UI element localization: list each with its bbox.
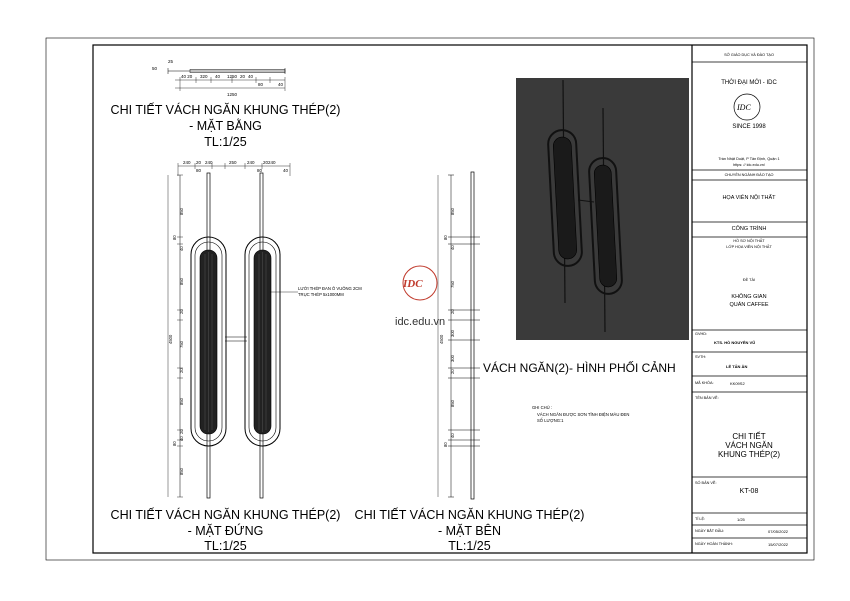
side-dim-750: 750 — [450, 281, 455, 288]
tb-drawing-2: VÁCH NGĂN — [725, 441, 773, 450]
tb-drawing-3: KHUNG THÉP(2) — [717, 450, 781, 459]
plan-view — [168, 68, 285, 91]
side-title-line2: - MẶT BÊN — [438, 524, 501, 538]
front-left-dim-40b: 40 — [179, 436, 184, 441]
tb-end: 15/07/2022 — [768, 542, 789, 547]
svg-text:IDC: IDC — [403, 278, 423, 290]
tb-department: SỞ GIÁO DỤC VÀ ĐÀO TẠO — [724, 53, 774, 57]
plan-scale: TL:1/25 — [204, 135, 247, 149]
front-left-dim-750: 750 — [179, 341, 184, 348]
front-top-dim-240b: 240 — [205, 160, 213, 165]
front-left-dim-20b: 20 — [179, 368, 184, 373]
tb-address: Trần Nhật Duật, P Tân Định, Quận 1 — [718, 157, 780, 161]
plan-dim-40-20: 40 20 — [181, 74, 193, 79]
tb-topic-1: KHÔNG GIAN — [731, 294, 767, 300]
note-2: SỐ LƯỢNG:1 — [537, 418, 564, 423]
plan-dim-20: 20 — [240, 74, 246, 79]
tb-start: 07/05/2022 — [768, 529, 789, 534]
tb-drawing-1: CHI TIẾT — [732, 432, 766, 441]
tb-project-2: LỚP HỌA VIÊN NỘI THẤT — [726, 245, 772, 249]
plan-dim-40: 40 — [215, 74, 221, 79]
front-title-line2: - MẶT ĐỨNG — [187, 524, 264, 538]
plan-dim-50: 50 — [152, 66, 158, 71]
side-scale: TL:1/25 — [448, 539, 491, 553]
tb-scale: 1/25 — [737, 517, 745, 522]
tb-since: SINCE 1998 — [732, 124, 766, 130]
front-left-dim-850c: 850 — [179, 398, 184, 405]
title-block — [694, 45, 806, 553]
side-dim-300a: 300 — [450, 330, 455, 337]
side-dim-40b: 40 — [450, 433, 455, 438]
tb-svth: LÊ TẤN ÂN — [726, 364, 748, 369]
plan-title-line1: CHI TIẾT VÁCH NGĂN KHUNG THÉP(2) — [110, 103, 341, 117]
tb-major-label: CHUYÊN NGÀNH ĐÀO TẠO — [724, 173, 774, 177]
tb-drawing-label: TÊN BẢN VẼ: — [695, 396, 719, 400]
side-dim-850a: 850 — [450, 208, 455, 215]
tb-course: KK09S2 — [730, 381, 745, 386]
front-left-dim-80a: 80 — [172, 235, 177, 240]
side-dim-80a: 80 — [443, 235, 448, 240]
front-left-dim-850a: 850 — [179, 208, 184, 215]
tb-topic-2: QUÁN CAFFEE — [729, 302, 769, 308]
tb-scale-label: TỈ LỆ: — [695, 517, 706, 521]
tb-project-label: CÔNG TRÌNH — [731, 226, 767, 232]
watermark-text: idc.edu.vn — [395, 316, 446, 328]
perspective-render — [516, 78, 689, 340]
front-left-dim-850d: 850 — [179, 468, 184, 475]
tb-project-1: HỒ SƠ NỘI THẤT — [733, 239, 765, 243]
plan-dimension-labels — [152, 59, 284, 97]
tb-end-label: NGÀY HOÀN THÀNH: — [695, 542, 733, 546]
side-dim-300b: 300 — [450, 355, 455, 362]
side-title-line1: CHI TIẾT VÁCH NGĂN KHUNG THÉP(2) — [354, 508, 585, 522]
perspective-title: VÁCH NGĂN(2)- HÌNH PHỐI CẢNH — [483, 361, 676, 375]
svg-text:IDC: IDC — [737, 103, 751, 112]
note-1: VÁCH NGĂN ĐƯỢC SƠN TĨNH ĐIỆN MÀU ĐEN — [537, 412, 630, 417]
plan-dim-1250b: 1250 — [227, 92, 238, 97]
plan-title-line2: - MẶT BẰNG — [189, 119, 262, 133]
front-scale: TL:1/25 — [204, 539, 247, 553]
front-left-dim-80b: 80 — [172, 441, 177, 446]
front-top-dim-240c: 240 — [247, 160, 255, 165]
front-top-dim-80b: 80 — [257, 168, 263, 173]
front-elevation — [168, 163, 298, 498]
side-dim-total: 4500 — [439, 334, 444, 344]
side-dim-40a: 40 — [450, 245, 455, 250]
tb-start-label: NGÀY BẮT ĐẦU: — [695, 529, 725, 533]
side-dim-80b: 80 — [443, 442, 448, 447]
front-top-dim-20b: 20 — [263, 160, 269, 165]
front-left-dim-40a: 40 — [179, 246, 184, 251]
plan-dim-40c: 40 — [278, 82, 284, 87]
front-top-dim-40: 40 — [283, 168, 289, 173]
tb-sheet: KT-08 — [739, 488, 759, 495]
front-top-dim-80a: 80 — [196, 168, 202, 173]
front-left-dim-20c: 20 — [179, 429, 184, 434]
front-left-dim-850b: 850 — [179, 278, 184, 285]
tb-gvhd: KTS. HỒ NGUYÊN VŨ — [714, 340, 756, 345]
tb-school: THỜI ĐẠI MỚI - IDC — [721, 80, 777, 86]
plan-dim-40b: 40 — [248, 74, 254, 79]
notes-heading: GHI CHÚ : — [532, 405, 553, 410]
tb-sheet-label: SỐ BẢN VẼ: — [695, 481, 717, 485]
plan-dim-80: 80 — [258, 82, 264, 87]
tb-major: HỌA VIÊN NỘI THẤT — [722, 195, 776, 201]
tb-website: https: // idc.edu.vn/ — [733, 163, 765, 167]
mesh-note-line1: LƯỚI THÉP ĐAN Ô VUÔNG 2CM — [298, 286, 362, 291]
front-top-dim-240d: 240 — [268, 160, 276, 165]
front-top-dim-20a: 20 — [196, 160, 202, 165]
front-top-dim-240a: 240 — [183, 160, 191, 165]
mesh-note-line2: TRỤC THÉP 5x1000MM — [298, 292, 344, 297]
plan-dim-320: 320 — [200, 74, 208, 79]
front-top-dim-250: 250 — [229, 160, 237, 165]
side-dim-20a: 20 — [450, 309, 455, 314]
front-title-line1: CHI TIẾT VÁCH NGĂN KHUNG THÉP(2) — [110, 508, 341, 522]
plan-dim-25: 25 — [168, 59, 174, 64]
tb-course-label: MÃ KHÓA: — [695, 381, 714, 385]
side-rod — [471, 172, 474, 499]
tb-gvhd-label: GVHD: — [695, 332, 708, 336]
side-dim-20b: 20 — [450, 369, 455, 374]
plan-dim-1250a: 1250 — [227, 74, 238, 79]
tb-svth-label: SVTH: — [695, 355, 707, 359]
front-left-dim-20a: 20 — [179, 309, 184, 314]
side-dim-850b: 850 — [450, 400, 455, 407]
front-left-dim-total: 4500 — [168, 334, 173, 344]
idc-watermark-logo — [402, 266, 437, 300]
side-elevation — [438, 172, 480, 499]
tb-topic-label: ĐỀ TÀI — [742, 278, 756, 282]
